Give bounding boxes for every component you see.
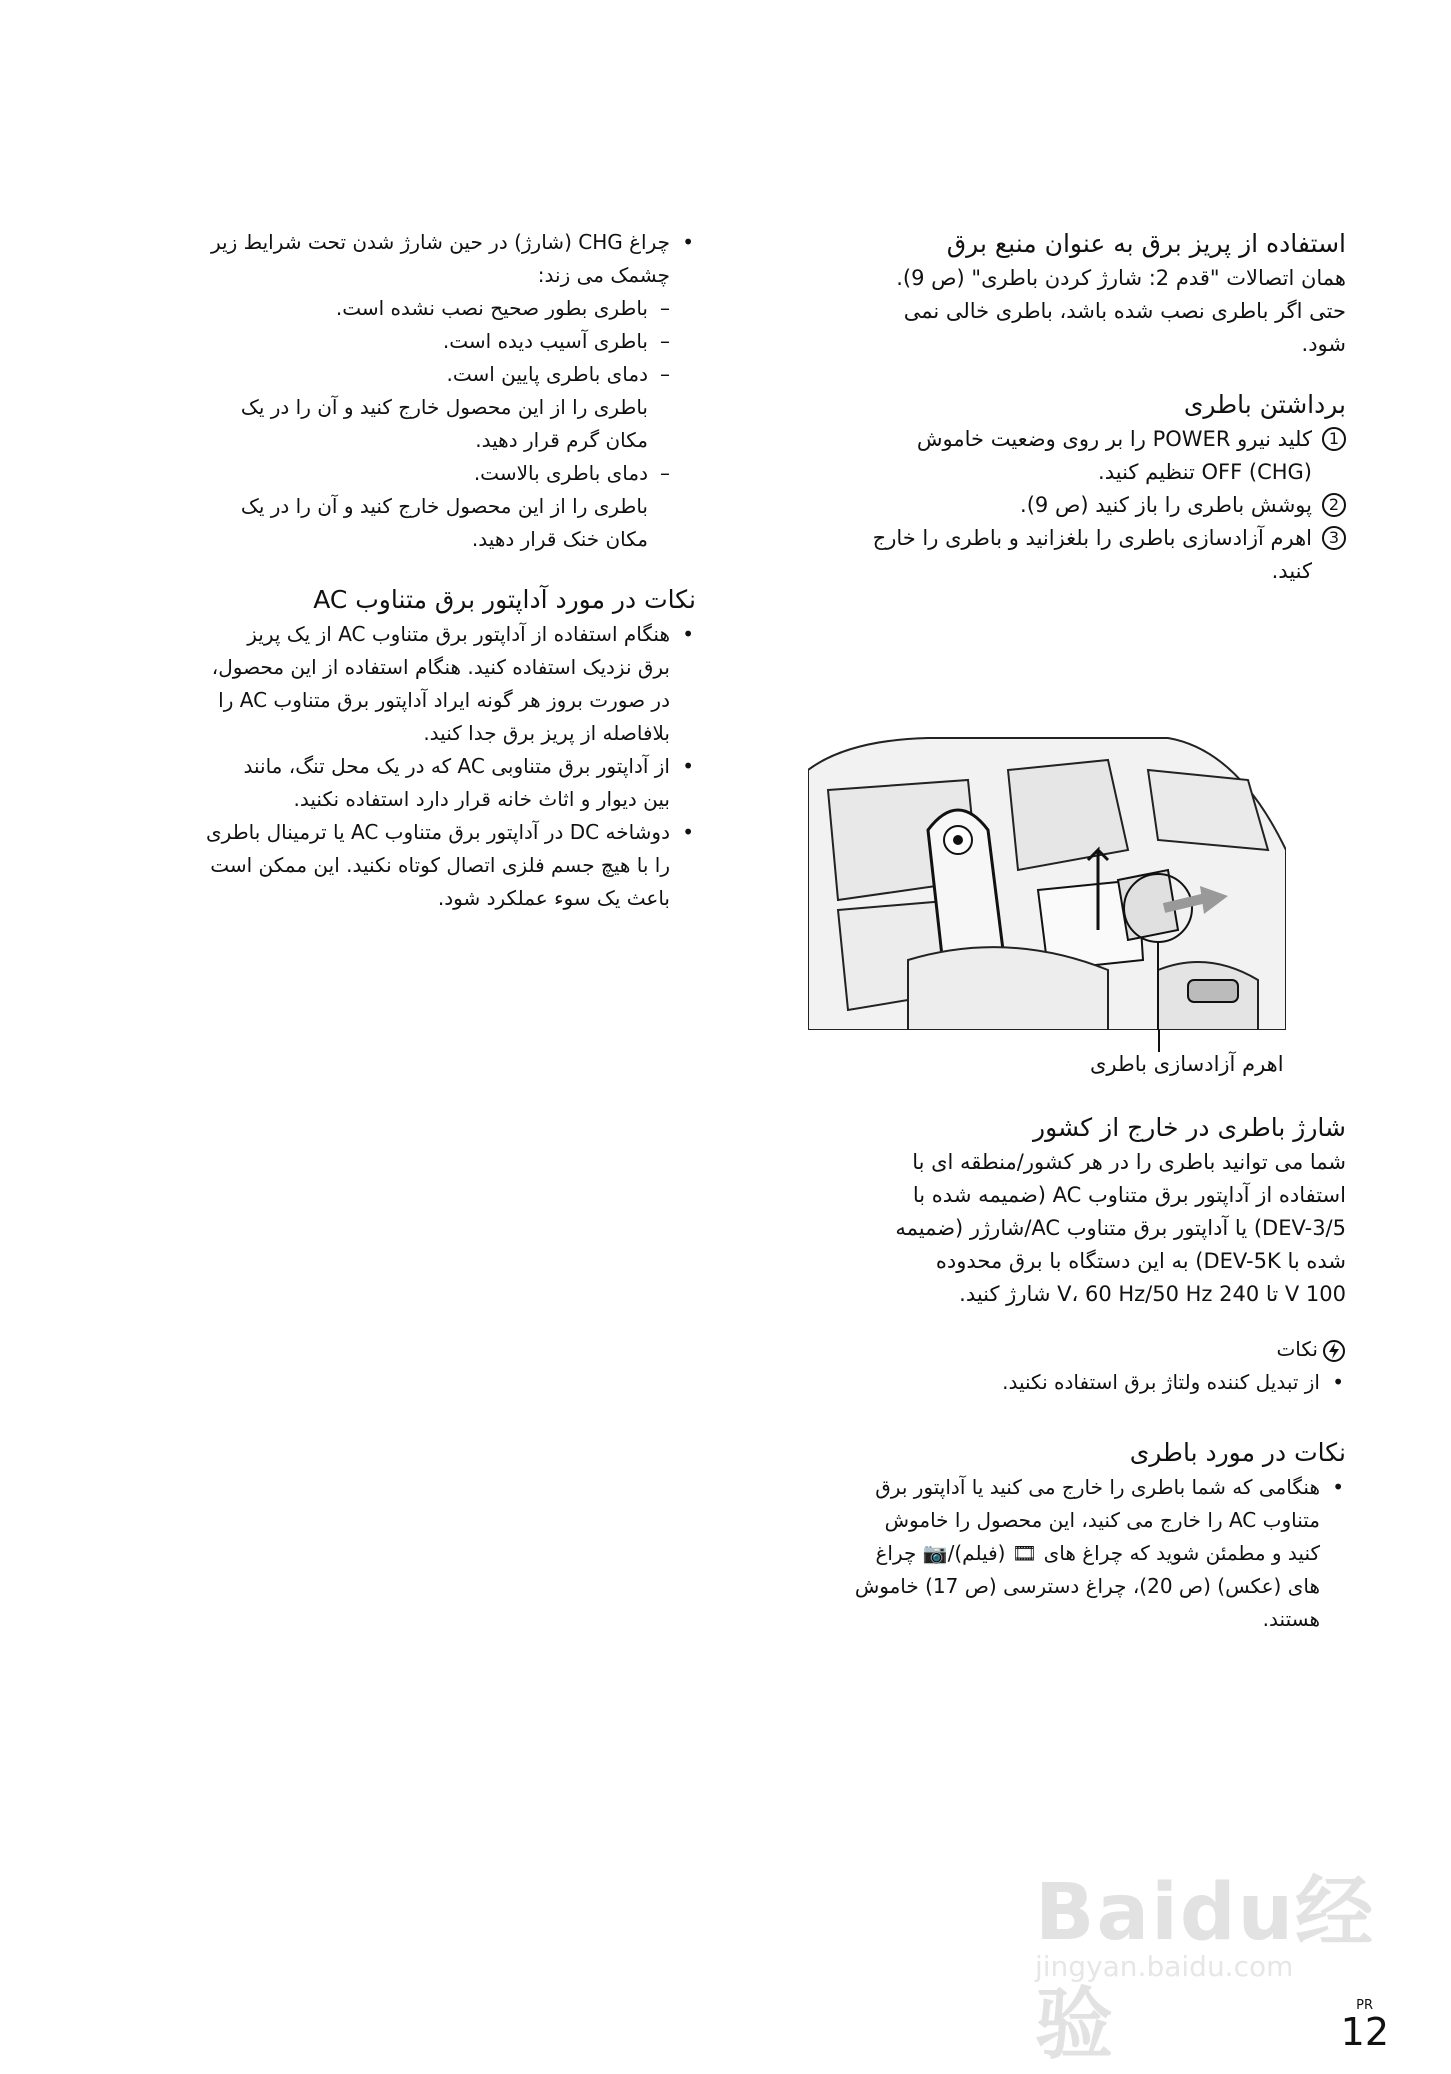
step-number: 3 [1322, 526, 1346, 550]
page-number: 12 [1340, 2010, 1389, 2054]
warning-icon [1322, 1339, 1346, 1363]
left-column [140, 226, 696, 915]
bullet-line: بلافاصله از پریز برق جدا کنید. [423, 721, 670, 745]
bullet-line: های (عکس) (ص 20)، چراغ دسترسی (ص 17) خاموش [854, 1574, 1320, 1598]
step-3 [790, 522, 1346, 588]
condition-item: – دمای باطری بالاست. [140, 457, 670, 490]
paragraph-line: DEV-3/5) یا آداپتور برق متناوب AC/شارژر (ضمیمه [895, 1216, 1346, 1240]
paragraph-line: 100 V تا 240 V، 60 Hz/50 Hz شارژ کنید. [959, 1282, 1346, 1306]
note-label: نکات [1276, 1337, 1318, 1361]
step-line: کلید نیرو POWER را بر روی وضعیت خاموش [916, 427, 1312, 451]
bullet-line: در صورت بروز هر گونه ایراد آداپتور برق متناوب AC را [218, 688, 670, 712]
ac-bullet [140, 750, 696, 816]
battery-release-illustration [808, 730, 1286, 1030]
note-bullet: • از تبدیل کننده ولتاژ برق استفاده نکنید. [790, 1366, 1346, 1399]
condition-item: – دمای باطری پایین است. [140, 358, 670, 391]
paragraph-line: شود. [1301, 332, 1346, 356]
bullet-line: بین دیوار و اثاث خانه قرار دارد استفاده نکنید. [293, 787, 670, 811]
figure-caption: اهرم آزادسازی باطری [1090, 1052, 1284, 1076]
condition-detail: باطری را از این محصول خارج کنید و آن را در یک [240, 494, 648, 518]
bullet-line: • از آداپتور برق متناوبی AC که در یک محل تنگ، مانند [243, 754, 670, 778]
condition-detail: مکان گرم قرار دهید. [475, 428, 648, 452]
battery-notes-bullet [790, 1471, 1346, 1636]
watermark-logo: Baidu经验 [1035, 1868, 1376, 2070]
section-title-battery-notes: نکات در مورد باطری [1129, 1438, 1346, 1467]
paragraph-line: شده با DEV-5K) به این دستگاه با برق محدوده [935, 1249, 1346, 1273]
bullet-line: باعث یک سوء عملکرد شود. [437, 886, 670, 910]
bullet-line: را با هیچ جسم فلزی اتصال کوتاه نکنید. این ممکن است [210, 853, 670, 877]
bullet-line: هستند. [1262, 1607, 1320, 1631]
section-title-remove-battery: برداشتن باطری [1183, 390, 1346, 419]
step-line: کنید. [1271, 559, 1312, 583]
ac-bullet [140, 618, 696, 750]
paragraph-line: همان اتصالات "قدم 2: شارژ کردن باطری" (ص 9). [896, 266, 1346, 290]
bullet-line: • هنگام استفاده از آداپتور برق متناوب AC از یک پریز [247, 622, 670, 646]
section-title-charging-abroad: شارژ باطری در خارج از کشور [1033, 1113, 1346, 1142]
page-lang-code: PR [1356, 1998, 1373, 2013]
condition-detail: باطری را از این محصول خارج کنید و آن را در یک [240, 395, 648, 419]
figure-leader-line [1158, 1030, 1160, 1052]
right-column [790, 226, 1346, 588]
bullet-line: متناوب AC را خارج می کنید، این محصول را خاموش [884, 1508, 1320, 1532]
step-line: اهرم آزادسازی باطری را بلغزانید و باطری را خارج [872, 526, 1312, 550]
condition-item: – باطری بطور صحیح نصب نشده است. [140, 292, 670, 325]
step-line: (CHG) OFF تنظیم کنید. [1098, 460, 1312, 484]
section-title-power-outlet: استفاده از پریز برق به عنوان منبع برق [946, 229, 1346, 258]
step-1 [790, 423, 1346, 489]
ac-bullet [140, 816, 696, 915]
bullet-line: • دوشاخه DC در آداپتور برق متناوب AC یا ترمینال باطری [206, 820, 670, 844]
condition-item: – باطری آسیب دیده است. [140, 325, 670, 358]
step-number: 1 [1322, 427, 1346, 451]
bullet-line: • هنگامی که شما باطری را خارج می کنید یا آداپتور برق [875, 1475, 1320, 1499]
paragraph-line: استفاده از آداپتور برق متناوب AC (ضمیمه شده با [912, 1183, 1346, 1207]
right-column-lower [790, 1110, 1346, 1636]
chg-lamp-bullet [140, 226, 696, 556]
bullet-line: • چراغ CHG (شارژ) در حین شارژ شدن تحت شرایط زیر [211, 230, 670, 254]
condition-detail: مکان خنک قرار دهید. [471, 527, 648, 551]
step-number: 2 [1322, 493, 1346, 517]
step-2 [790, 489, 1346, 522]
paragraph-line: شما می توانید باطری را در هر کشور/منطقه ای با [912, 1150, 1346, 1174]
bullet-line: کنید و مطمئن شوید که چراغ های 🎞 (فیلم)/📷 چراغ [875, 1541, 1320, 1565]
section-title-ac-adapter: نکات در مورد آداپتور برق متناوب AC [313, 585, 696, 614]
bullet-line: چشمک می زند: [537, 263, 670, 287]
watermark-url: jingyan.baidu.com [1035, 1950, 1294, 1983]
step-line: پوشش باطری را باز کنید (ص 9). [1020, 493, 1312, 517]
bullet-line: برق نزدیک استفاده کنید. هنگام استفاده از این محصول، [211, 655, 670, 679]
note-heading [790, 1333, 1346, 1366]
paragraph-line: حتی اگر باطری نصب شده باشد، باطری خالی نمی [903, 299, 1346, 323]
